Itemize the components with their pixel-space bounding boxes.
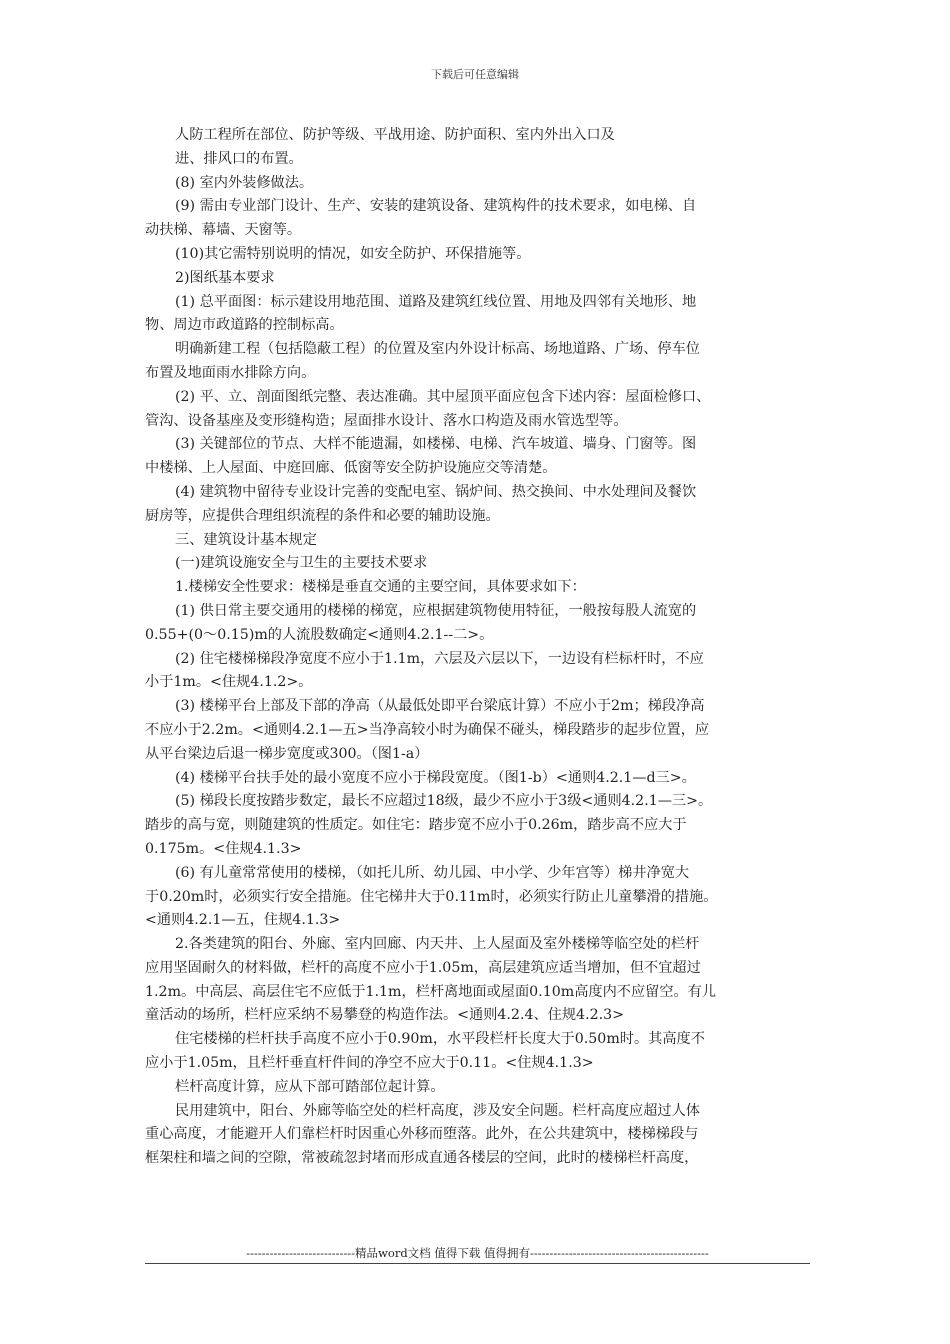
footer-divider: [145, 1263, 810, 1264]
text-line: (1) 总平面图：标示建设用地范围、道路及建筑红线位置、用地及四邻有关地形、地: [175, 293, 697, 310]
text-line: 于0.20m时，必须实行安全措施。住宅梯井大于0.11m时，必须实行防止儿童攀滑的措施。: [145, 888, 718, 905]
text-line: 物、周边市政道路的控制标高。: [145, 317, 344, 334]
text-line: 框架柱和墙之间的空隙，常被疏忽封堵而形成直通各楼层的空间，此时的楼梯栏杆高度，: [145, 1150, 699, 1167]
text-line: 人防工程所在部位、防护等级、平战用途、防护面积、室内外出入口及: [175, 127, 615, 143]
text-line: (5) 梯段长度按踏步数定，最长不应超过18级，最少不应小于3级<通则4.2.1—三>。: [175, 793, 713, 810]
text-line: <通则4.2.1—五，住规4.1.3>: [145, 912, 341, 929]
text-line: 栏杆高度计算，应从下部可踏部位起计算。: [175, 1078, 445, 1095]
text-line: 应用坚固耐久的材料做，栏杆的高度不应小于1.05m，高层建筑应适当增加，但不宜超过: [145, 959, 701, 976]
text-line: (4) 建筑物中留待专业设计完善的变配电室、锅炉间、热交换间、中水处理间及餐饮: [175, 483, 697, 500]
text-line: 2.各类建筑的阳台、外廊、室内回廊、内天井、上人屋面及室外楼梯等临空处的栏杆: [175, 936, 700, 953]
text-line: (10)其它需特别说明的情况，如安全防护、环保措施等。: [175, 245, 531, 262]
text-line: 从平台梁边后退一梯步宽度或300。（图1-a）: [145, 745, 429, 762]
text-line: (8) 室内外装修做法。: [175, 174, 314, 191]
text-line: (2) 平、立、剖面图纸完整、表达准确。其中屋顶平面应包含下述内容：屋面检修口、: [175, 388, 711, 405]
text-line: (一)建筑设施安全与卫生的主要技术要求: [175, 555, 428, 572]
text-line: (3) 楼梯平台上部及下部的净高（从最低处即平台梁底计算）不应小于2m；梯段净高: [175, 698, 705, 715]
text-line: (1) 供日常主要交通用的楼梯的梯宽，应根据建筑物使用特征，一般按每股人流宽的: [175, 602, 697, 619]
text-line: 0.175m。<住规4.1.3>: [145, 840, 302, 857]
text-line: (3) 关键部位的节点、大样不能遗漏，如楼梯、电梯、汽车坡道、墙身、门窗等。图: [175, 436, 697, 453]
text-line: 重心高度，才能避开人们靠栏杆时因重心外移而堕落。此外，在公共建筑中，楼梯梯段与: [145, 1126, 699, 1143]
text-line: 应小于1.05m，且栏杆垂直杆件间的净空不应大于0.11。<住规4.1.3>: [145, 1055, 594, 1072]
text-line: 民用建筑中，阳台、外廊等临空处的栏杆高度，涉及安全问题。栏杆高度应超过人体: [175, 1102, 700, 1119]
text-line: 童活动的场所，栏杆应采纳不易攀登的构造作法。<通则4.2.4、住规4.2.3>: [145, 1007, 625, 1024]
text-line: 明确新建工程（包括隐蔽工程）的位置及室内外设计标高、场地道路、广场、停车位: [175, 341, 700, 358]
text-line: 小于1m。<住规4.1.2>。: [145, 674, 313, 691]
page-header: 下载后可任意编辑: [431, 68, 519, 81]
text-line: (6) 有儿童常常使用的楼梯，（如托儿所、幼儿园、中小学、少年宫等）梯井净宽大: [175, 864, 690, 881]
text-line: 踏步的高与宽，则随建筑的性质定。如住宅：踏步宽不应小于0.26m，踏步高不应大于: [145, 817, 687, 834]
text-line: 中楼梯、上人屋面、中庭回廊、低窗等安全防护设施应交等清楚。: [145, 460, 557, 477]
page-footer: ----------------------------精品word文档 值得下载 值得拥有----------------------------------------------: [246, 1246, 709, 1260]
text-line: (9) 需由专业部门设计、生产、安装的建筑设备、建筑构件的技术要求，如电梯、自: [175, 198, 697, 215]
text-line: 住宅楼梯的栏杆扶手高度不应小于0.90m，水平段栏杆长度大于0.50m时。其高度不: [175, 1031, 705, 1048]
text-line: 1.2m。中高层、高层住宅不应低于1.1m，栏杆离地面或屋面0.10m高度内不应留空。有儿: [145, 983, 717, 1000]
text-line: 2)图纸基本要求: [175, 269, 275, 286]
text-line: 动扶梯、幕墙、天窗等。: [145, 222, 302, 239]
document-body: [145, 124, 810, 1171]
text-line: 三、建筑设计基本规定: [175, 531, 317, 548]
text-line: (2) 住宅楼梯梯段净宽度不应小于1.1m，六层及六层以下，一边设有栏标杆时，不应: [175, 650, 704, 667]
text-line: 管沟、设备基座及变形缝构造；屋面排水设计、落水口构造及雨水管选型等。: [145, 412, 628, 429]
text-line: 不应小于2.2m。<通则4.2.1—五>当净高较小时为确保不碰头，梯段踏步的起步位置，应: [145, 721, 710, 738]
text-line: 布置及地面雨水排除方向。: [145, 364, 316, 381]
text-line: 0.55+(0～0.15)m的人流股数确定<通则4.2.1--二>。: [145, 626, 494, 643]
text-line: 1.楼梯安全性要求：楼梯是垂直交通的主要空间，具体要求如下：: [175, 579, 586, 596]
text-line: 厨房等，应提供合理组织流程的条件和必要的辅助设施。: [145, 507, 500, 524]
text-line: (4) 楼梯平台扶手处的最小宽度不应小于梯段宽度。（图1-b）<通则4.2.1—d三>。: [175, 769, 696, 786]
text-line: 进、排风口的布置。: [175, 150, 303, 167]
